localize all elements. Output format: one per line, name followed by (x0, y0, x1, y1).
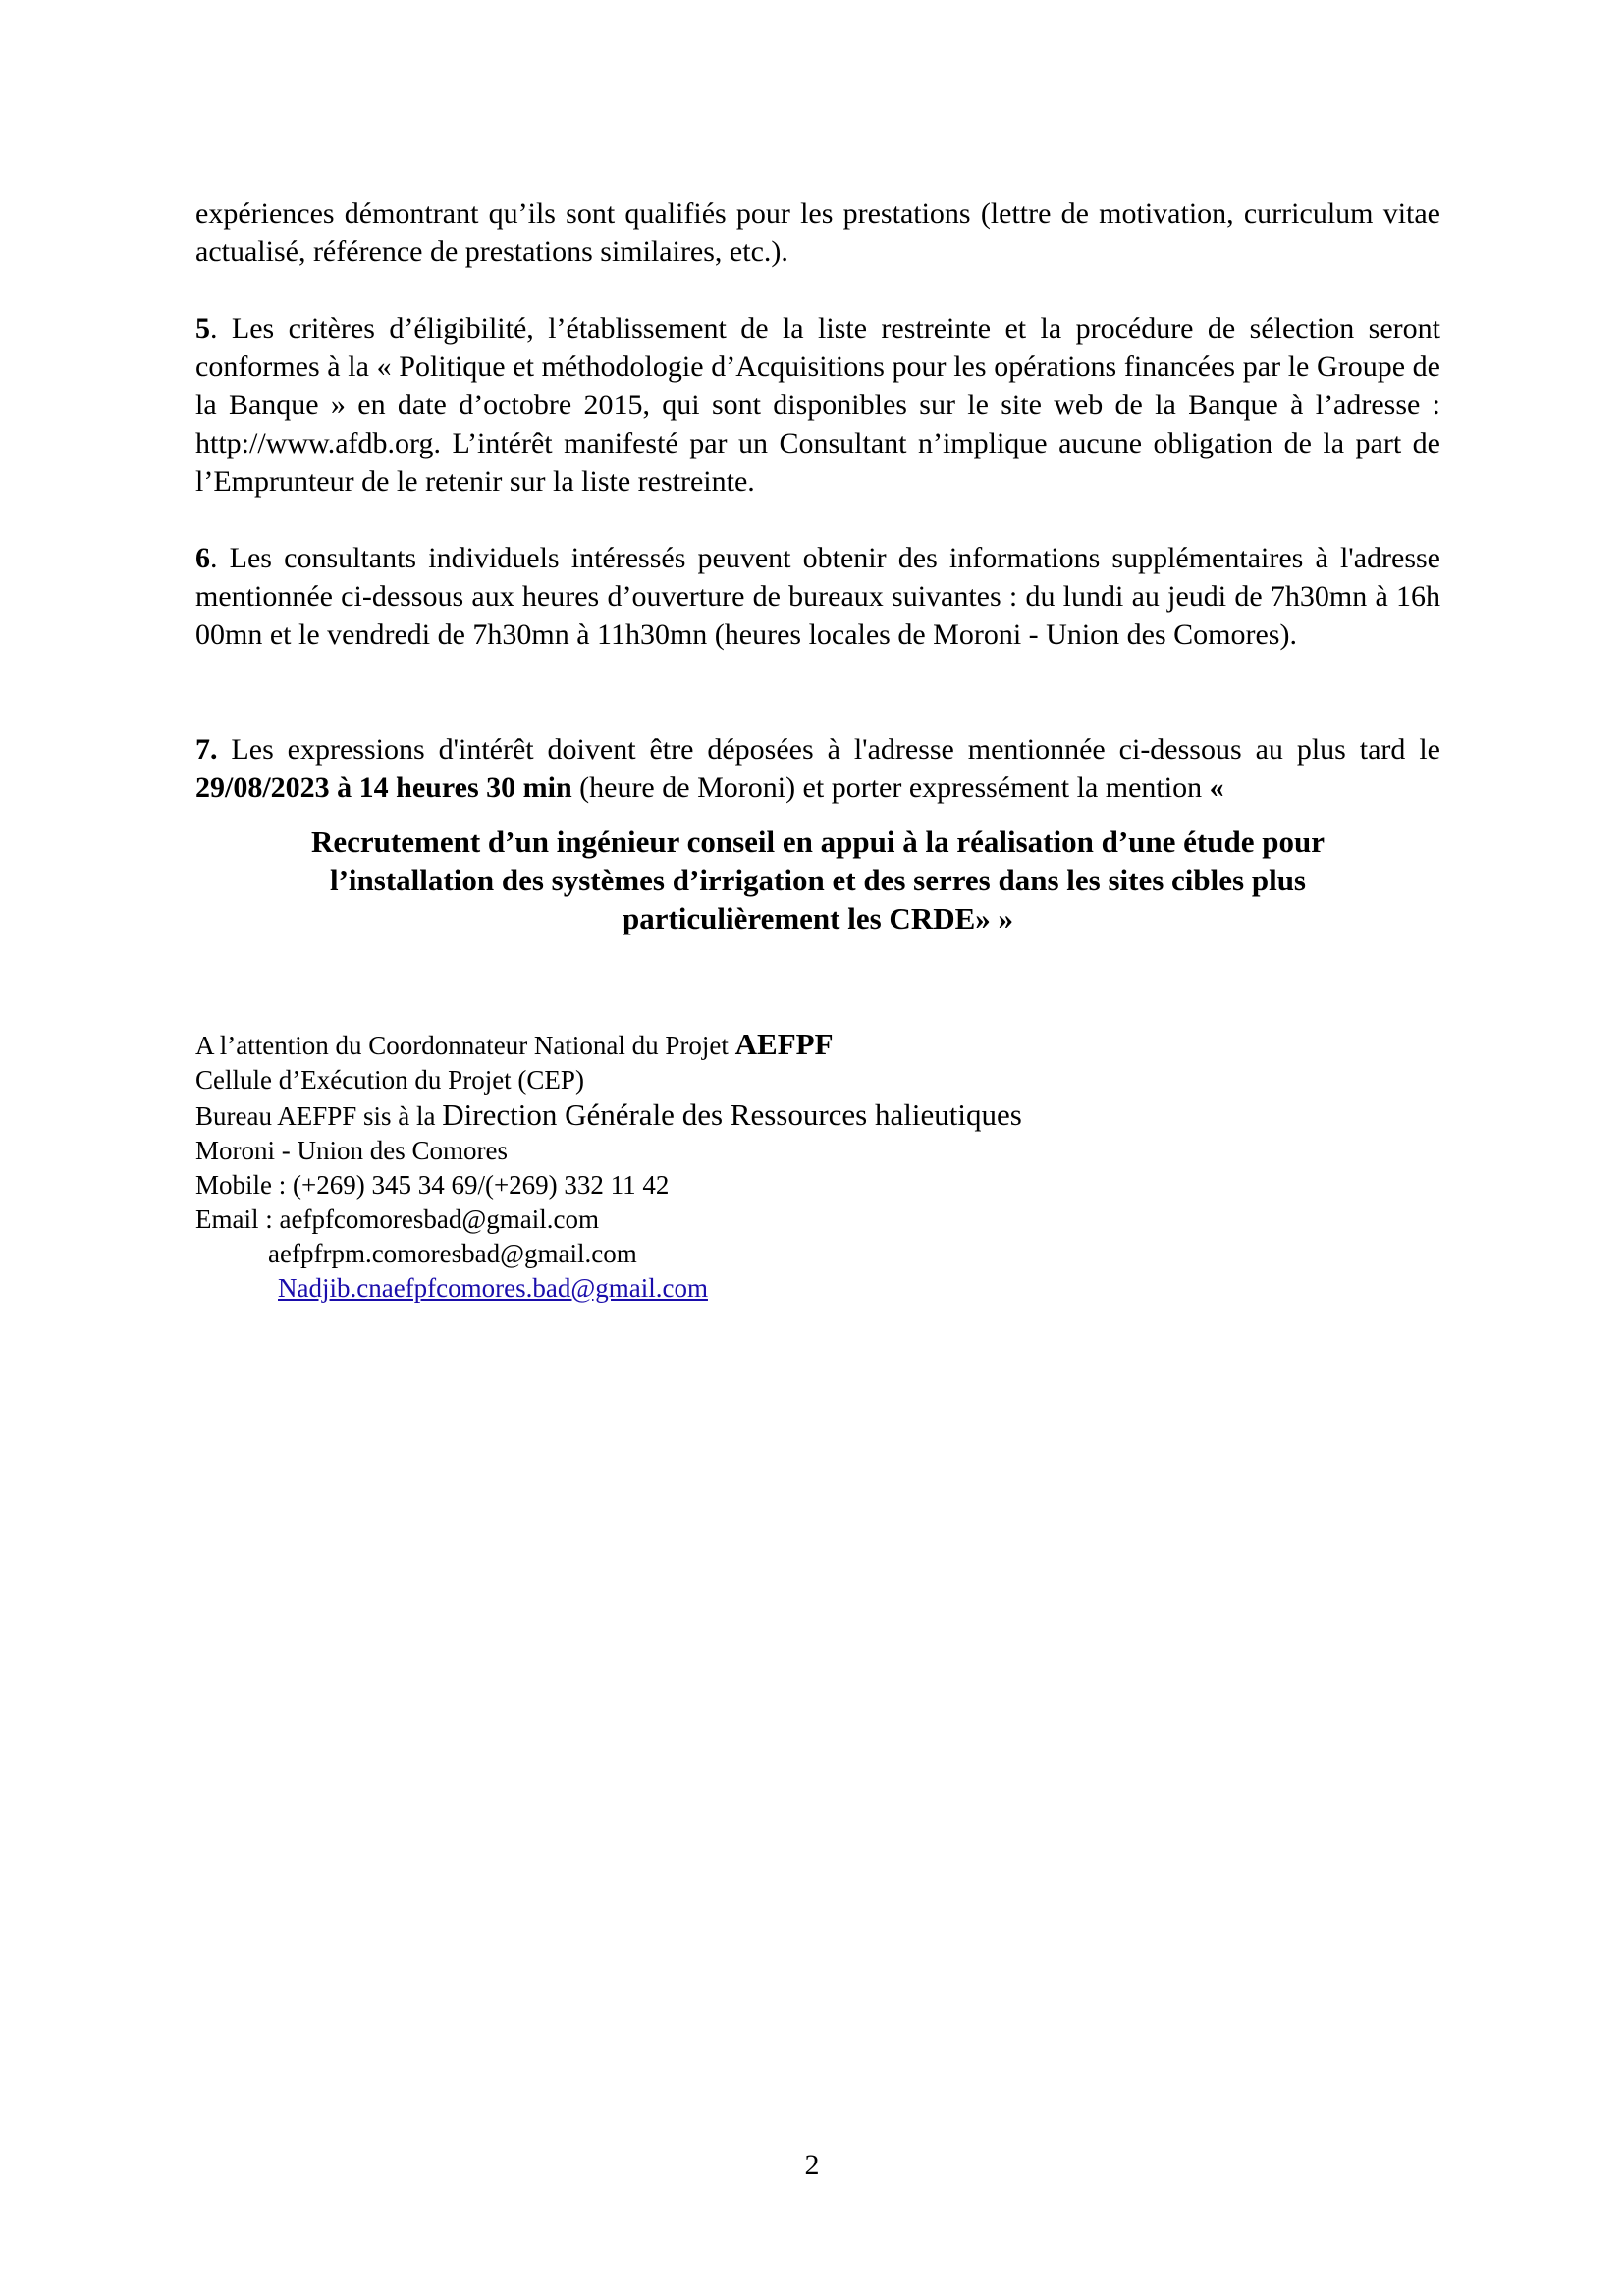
contact-email-3-link[interactable]: Nadjib.cnaefpfcomores.bad@gmail.com (278, 1273, 708, 1303)
contact-mobile: Mobile : (+269) 345 34 69/(+269) 332 11 42 (195, 1170, 670, 1200)
paragraph-7-text-b: (heure de Moroni) et porter expressément la mention (571, 772, 1210, 804)
paragraph-7 (195, 730, 1440, 807)
page-number: 2 (804, 2149, 820, 2181)
paragraph-5-text: . Les critères d’éligibilité, l’établissement de la liste restreinte et la procédure de sélection seront conformes à la « Politique et méthodologie d’Acquisitions pour les opérations financées par le Groupe de la Banque » en date d’octobre 2015, qui sont disponibles sur le site web de la Banque à l’adresse : http://www.afdb.org. L’intérêt manifesté par un Consultant n’implique aucune obligation de la part de l’Emprunteur de le retenir sur la liste restreinte. (195, 312, 1440, 498)
mission-title (195, 823, 1440, 937)
paragraph-6-number: 6 (195, 542, 210, 574)
mission-title-line-2: l’installation des systèmes d’irrigation et des serres dans les sites cibles plus (330, 863, 1306, 897)
paragraph-7-text-a: Les expressions d'intérêt doivent être déposées à l'adresse mentionnée ci-dessous au plus tard le (217, 733, 1440, 766)
paragraph-7-open-quote: « (1209, 772, 1224, 804)
contact-bureau-direction: Direction Générale des Ressources halieutiques (442, 1097, 1022, 1132)
mission-title-line-3: particulièrement les CRDE» » (622, 901, 1014, 935)
paragraph-6 (195, 539, 1440, 654)
paragraph-7-number: 7. (195, 733, 218, 766)
paragraph-5-number: 5 (195, 312, 210, 345)
contact-attention-prefix: A l’attention du Coordonnateur National du Projet (195, 1031, 735, 1060)
contact-bureau (195, 1097, 1275, 1134)
paragraph-7-deadline: 29/08/2023 à 14 heures 30 min (195, 772, 572, 804)
contact-block (195, 1027, 1275, 1306)
contact-email-3-row (195, 1271, 1275, 1306)
paragraph-6-text: . Les consultants individuels intéressés peuvent obtenir des informations supplémentaires à l'adresse mentionnée ci-dessous aux heures d’ouverture de bureaux suivantes : du lundi au jeudi de 7h30mn à 16h 00mn et le vendredi de 7h30mn à 11h30mn (heures locales de Moroni - Union des Comores). (195, 542, 1440, 651)
contact-cell: Cellule d’Exécution du Projet (CEP) (195, 1065, 584, 1095)
contact-city: Moroni - Union des Comores (195, 1136, 508, 1165)
contact-attention (195, 1027, 1275, 1063)
contact-project-name: AEFPF (734, 1027, 834, 1061)
contact-email-1: Email : aefpfcomoresbad@gmail.com (195, 1204, 599, 1234)
contact-bureau-prefix: Bureau AEFPF sis à la (195, 1101, 443, 1131)
paragraph-5 (195, 309, 1440, 501)
mission-title-line-1: Recrutement d’un ingénieur conseil en appui à la réalisation d’une étude pour (311, 825, 1325, 859)
contact-email-2: aefpfrpm.comoresbad@gmail.com (268, 1239, 637, 1268)
paragraph-intro: expériences démontrant qu’ils sont qualifiés pour les prestations (lettre de motivation, curriculum vitae actualisé, référence de prestations similaires, etc.). (195, 197, 1440, 268)
